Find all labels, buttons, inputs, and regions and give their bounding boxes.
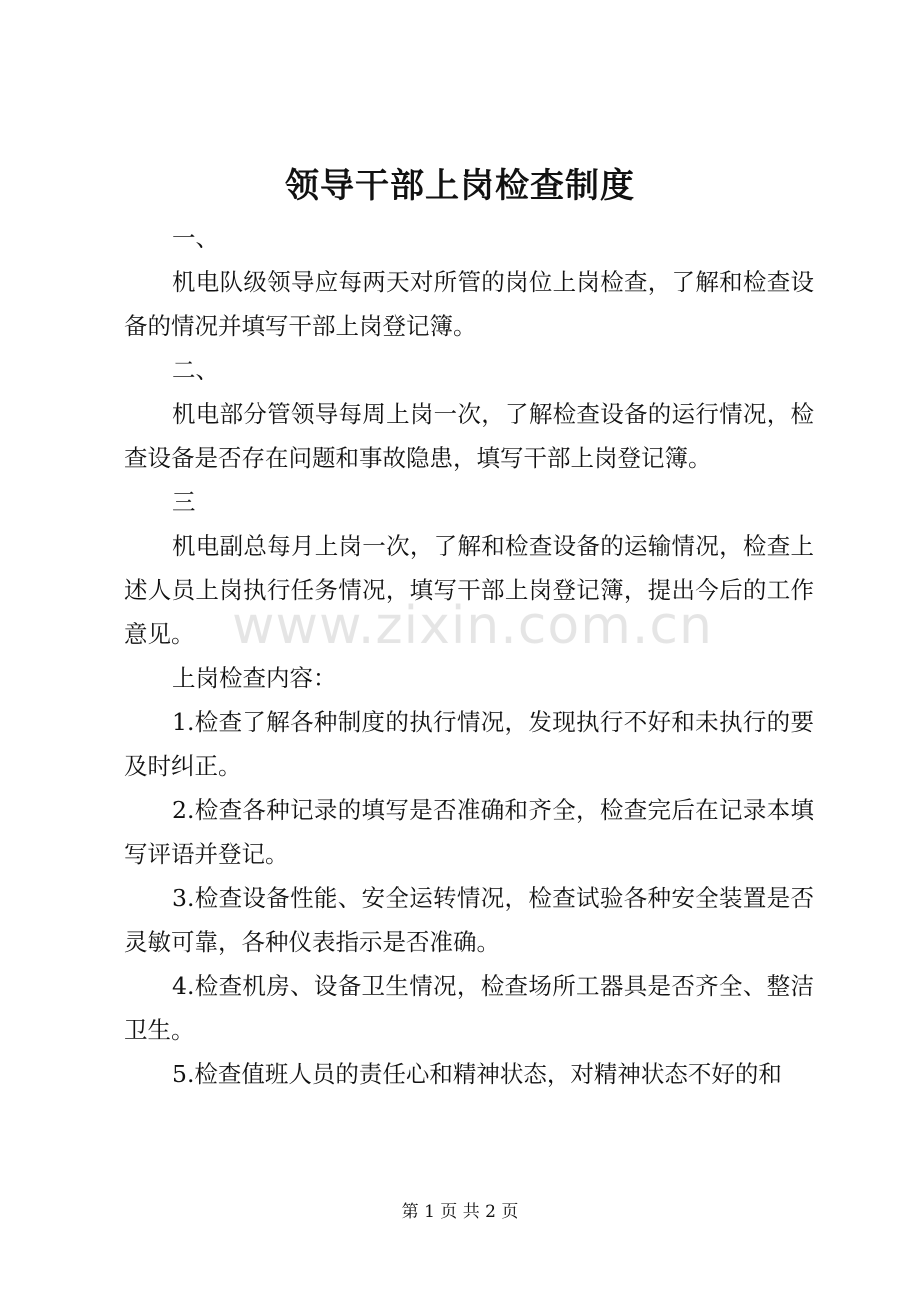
paragraph-3: 机电副总每月上岗一次，了解和检查设备的运输情况，检查上述人员上岗执行任务情况，填写干部上岗登记簿，提出今后的工作意见。 [124, 532, 814, 648]
document-body [124, 216, 814, 1096]
list-item-3: 3.检查设备性能、安全运转情况，检查试验各种安全装置是否灵敏可靠，各种仪表指示是否准确。 [124, 884, 814, 956]
list-item-1: 1.检查了解各种制度的执行情况，发现执行不好和未执行的要及时纠正。 [124, 708, 814, 780]
content-heading: 上岗检查内容： [172, 664, 337, 692]
section-heading-3: 三 [172, 488, 196, 516]
list-item-5: 5.检查值班人员的责任心和精神状态，对精神状态不好的和 [172, 1060, 782, 1088]
list-item-4: 4.检查机房、设备卫生情况，检查场所工器具是否齐全、整洁卫生。 [124, 972, 814, 1044]
list-item-2: 2.检查各种记录的填写是否准确和齐全，检查完后在记录本填写评语并登记。 [124, 796, 814, 868]
document-title: 领导干部上岗检查制度 [285, 166, 635, 206]
section-heading-2: 二、 [172, 356, 219, 384]
paragraph-2: 机电部分管领导每周上岗一次，了解检查设备的运行情况，检查设备是否存在问题和事故隐患，填写干部上岗登记簿。 [124, 400, 814, 472]
watermark: www.zixin.com.cn [232, 596, 713, 656]
page-footer: 第 1 页 共 2 页 [401, 1202, 519, 1222]
paragraph-1: 机电队级领导应每两天对所管的岗位上岗检查，了解和检查设备的情况并填写干部上岗登记簿。 [124, 268, 814, 340]
section-heading-1: 一、 [172, 224, 219, 252]
